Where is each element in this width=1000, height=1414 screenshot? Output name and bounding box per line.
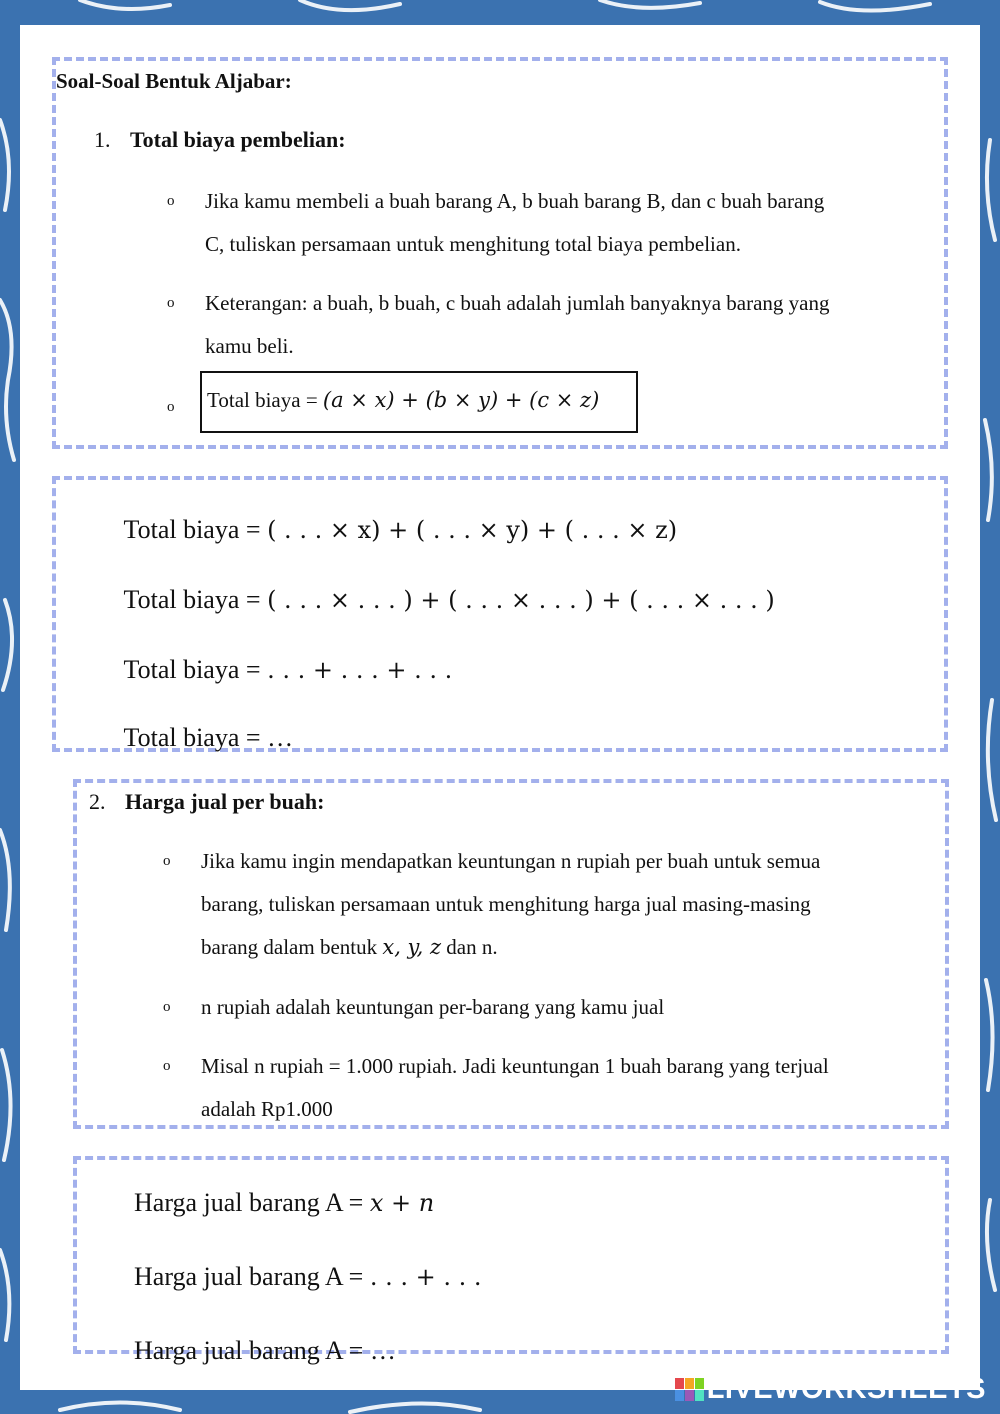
answer-line-1-math: x + n — [369, 1189, 435, 1217]
question-2-bullet-2 — [163, 986, 941, 1029]
answer-line-2-math: ( . . . × . . . ) + ( . . . × . . . ) + ( . . . × . . . ) — [267, 586, 775, 614]
section-title: Soal-Soal Bentuk Aljabar: — [56, 69, 292, 93]
question-2-bullet-3 — [163, 1045, 941, 1131]
question-2-heading — [89, 789, 324, 815]
answer-line-1: Harga jual barang A = x + n — [134, 1188, 435, 1217]
bullet-text: Keterangan: a buah, b buah, c buah adalah jumlah banyaknya barang yang — [205, 291, 830, 315]
answer-area-1 — [52, 476, 948, 752]
bullet-text: kamu beli. — [205, 334, 294, 358]
answer-line-2: Total biaya = ( . . . × . . . ) + ( . . . × . . . ) + ( . . . × . . . ) — [123, 585, 775, 614]
question-2-box — [73, 779, 949, 1129]
bullet-text: n rupiah adalah keuntungan per-barang yang kamu jual — [201, 995, 665, 1019]
answer-line-1-math: ( . . . × x) + ( . . . × y) + ( . . . × z) — [267, 516, 678, 544]
answer-line-4: Total biaya = … — [123, 723, 294, 752]
answer-line-3: Harga jual barang A = … — [134, 1336, 396, 1365]
bullet-text: Misal n rupiah = 1.000 rupiah. Jadi keuntungan 1 buah barang yang terjual — [201, 1054, 829, 1078]
answer-area-2 — [73, 1156, 949, 1365]
question-1-number: 1. — [94, 127, 111, 152]
answer-line-2: Harga jual barang A = . . . + . . . — [134, 1262, 482, 1291]
liveworksheets-logo — [675, 1372, 986, 1406]
answer-line-3-blank: … — [369, 1336, 396, 1365]
answer-line-4-blank: … — [267, 723, 294, 752]
question-1-bullet-1 — [167, 180, 945, 266]
bullet-icon: o — [167, 399, 175, 415]
question-1-box — [52, 57, 948, 449]
bullet-icon: o — [163, 999, 171, 1015]
question-2-number: 2. — [89, 789, 106, 814]
logo-icon — [675, 1378, 704, 1401]
formula-label: Total biaya = — [207, 388, 323, 412]
bullet-text: Jika kamu membeli a buah barang A, b buah barang B, dan c buah barang — [205, 189, 825, 213]
bullet-text: barang, tuliskan persamaan untuk menghitung harga jual masing-masing — [201, 892, 811, 916]
bullet-icon: o — [163, 1058, 171, 1074]
formula-expression: (a × x) + (b × y) + (c × z) — [322, 388, 600, 412]
question-1-bullet-2 — [167, 282, 945, 368]
worksheet-page — [20, 25, 980, 1390]
question-2-title: Harga jual per buah: — [125, 789, 325, 814]
question-2-bullet-1 — [163, 840, 941, 969]
bullet-icon: o — [163, 853, 171, 869]
question-1-title: Total biaya pembelian: — [130, 127, 346, 152]
bullet-icon: o — [167, 193, 175, 209]
bullet-text: barang dalam bentuk x, y, z dan n. — [201, 935, 498, 959]
answer-line-3: Total biaya = . . . + . . . + . . . — [123, 655, 453, 684]
bullet-text: Jika kamu ingin mendapatkan keuntungan n rupiah per buah untuk semua — [201, 849, 821, 873]
bullet-text: C, tuliskan persamaan untuk menghitung total biaya pembelian. — [205, 232, 741, 256]
bullet-icon: o — [167, 295, 175, 311]
answer-line-3-math: . . . + . . . + . . . — [267, 656, 453, 684]
question-1-heading — [94, 127, 346, 153]
bullet-text: adalah Rp1.000 — [201, 1097, 333, 1121]
total-cost-formula — [200, 371, 638, 433]
logo-text: LIVEWORKSHEETS — [706, 1372, 986, 1405]
answer-line-2-math: . . . + . . . — [369, 1263, 482, 1291]
answer-line-1: Total biaya = ( . . . × x) + ( . . . × y) + ( . . . × z) — [123, 515, 678, 544]
